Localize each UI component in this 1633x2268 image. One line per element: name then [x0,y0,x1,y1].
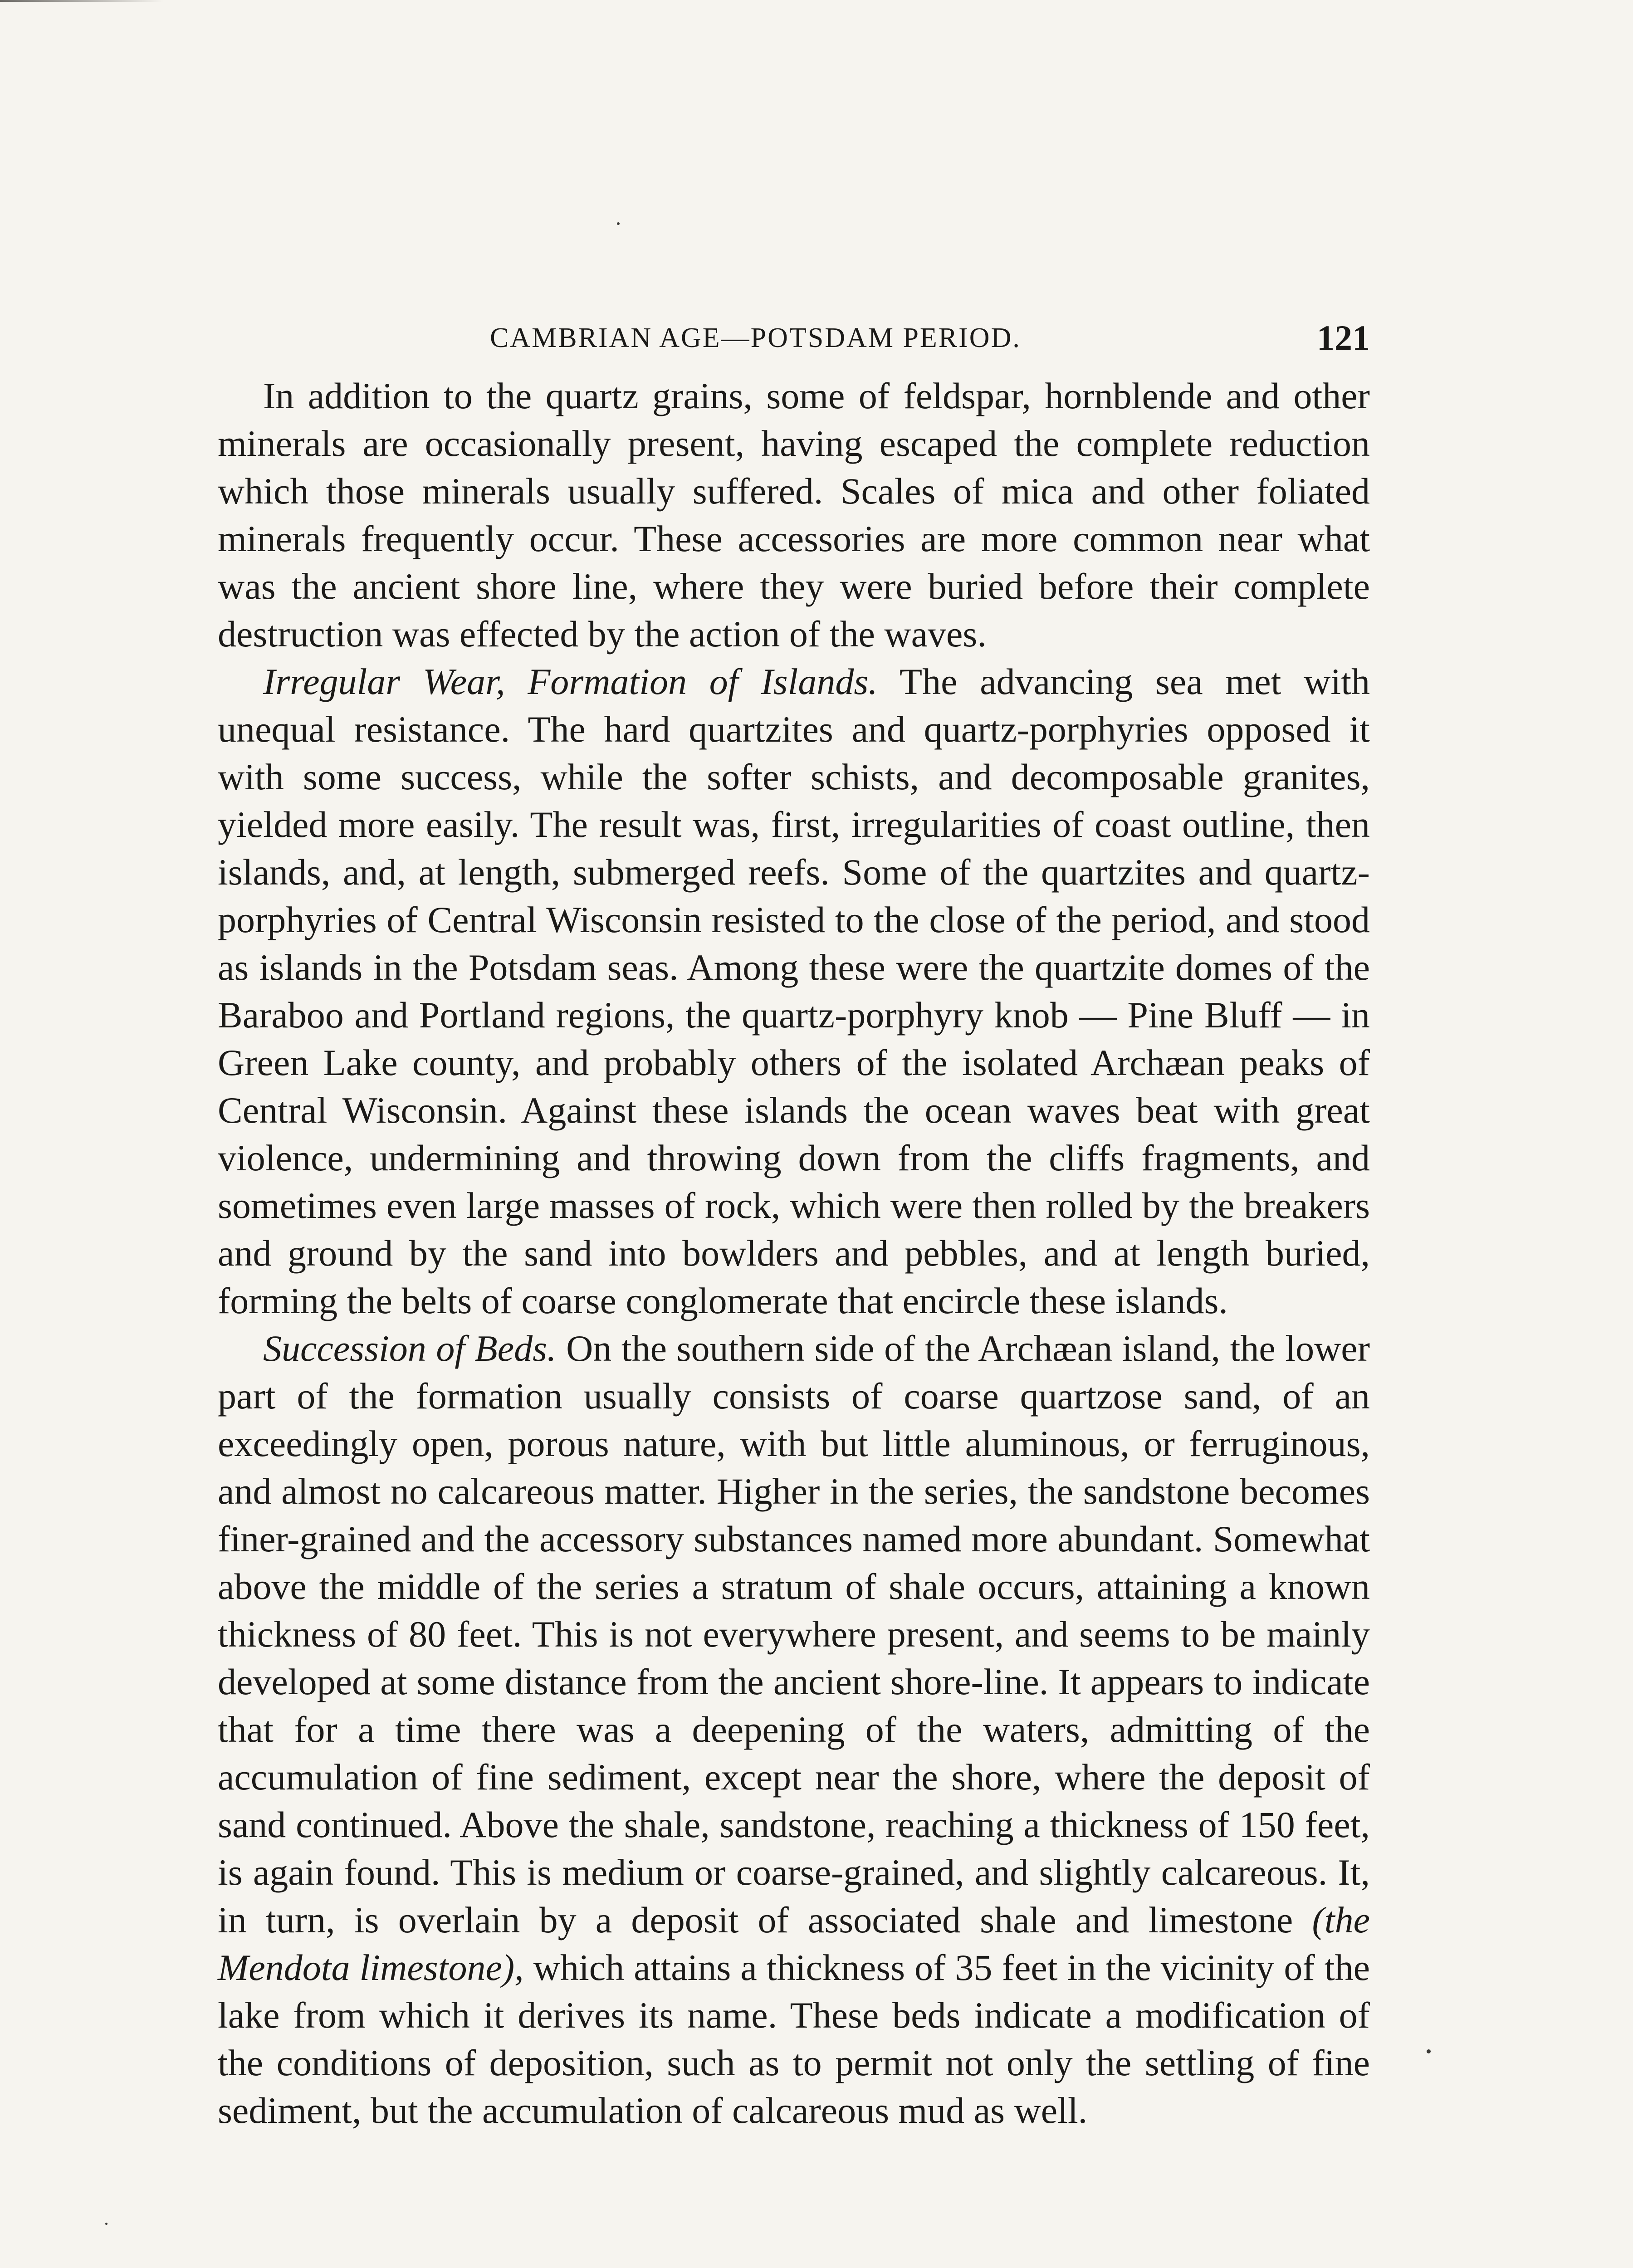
paragraph-succession-of-beds [218,1325,1370,2134]
print-speck [617,222,620,225]
running-head [218,313,1370,367]
paragraph-text-continued: which attains a thickness of 35 feet in the vicinity of the lake from which it derives its name. These beds indicate a modification of the conditions of deposition, such as to permit not only the settling of fine sediment, but the accumulation of calcareous mud as well. [218,1947,1370,2131]
paragraph-quartz-grains [218,372,1370,658]
section-heading: Irregular Wear, Formation of Islands. [263,661,878,702]
page-edge-mark [0,0,163,2]
book-page [218,313,1370,2134]
paragraph-text: The advancing sea met with unequal resistance. The hard quartzites and quartz-porphyries opposed it with some success, while the softer schists, and decomposable granites, yielded more easily. The result was, first, irregularities of coast outline, then islands, and, at length, submerged reefs. Some of the quartzites and quartz-porphyries of Central Wisconsin resisted to the close of the period, and stood as islands in the Potsdam seas. Among these were the quartzite domes of the Baraboo and Portland regions, the quartz-porphyry knob — Pine Bluff — in Green Lake county, and probably others of the isolated Archæan peaks of Central Wisconsin. Against these islands the ocean waves beat with great violence, undermining and throwing down from the cliffs fragments, and sometimes even large masses of rock, which were then rolled by the breakers and ground by the sand into bowlders and pebbles, and at length buried, forming the belts of coarse conglomerate that encircle these islands. [218,661,1370,1321]
print-speck [1427,2049,1431,2053]
page-number: 121 [1317,318,1370,357]
paragraph-irregular-wear [218,658,1370,1325]
running-title: CAMBRIAN AGE—POTSDAM PERIOD. [490,323,1021,353]
italic-insert: (the Mendota limestone), [218,1899,1370,1988]
section-heading: Succession of Beds. [263,1328,557,1369]
print-speck [105,2223,108,2225]
paragraph-text: On the southern side of the Archæan island, the lower part of the formation usually consists of coarse quartzose sand, of an exceedingly open, porous nature, with but little aluminous, or ferruginous, and almost no calcareous matter. Higher in the series, the sandstone becomes finer-grained and the accessory substances named more abundant. Somewhat above the middle of the series a stratum of shale occurs, attaining a known thickness of 80 feet. This is not everywhere present, and seems to be mainly developed at some distance from the ancient shore-line. It appears to indicate that for a time there was a deepening of the waters, admitting of the accumulation of fine sediment, except near the shore, where the deposit of sand continued. Above the shale, sandstone, reaching a thickness of 150 feet, is again found. This is medium or coarse-grained, and slightly calcareous. It, in turn, is overlain by a deposit of associated shale and limestone [218,1328,1370,1941]
body-text [218,372,1370,2134]
paragraph-text: In addition to the quartz grains, some of feldspar, hornblende and other minerals are occasionally present, having escaped the complete reduction which those minerals usually suffered. Scales of mica and other foliated minerals frequently occur. These accessories are more common near what was the ancient shore line, where they were buried before their complete destruction was effected by the action of the waves. [218,375,1370,655]
